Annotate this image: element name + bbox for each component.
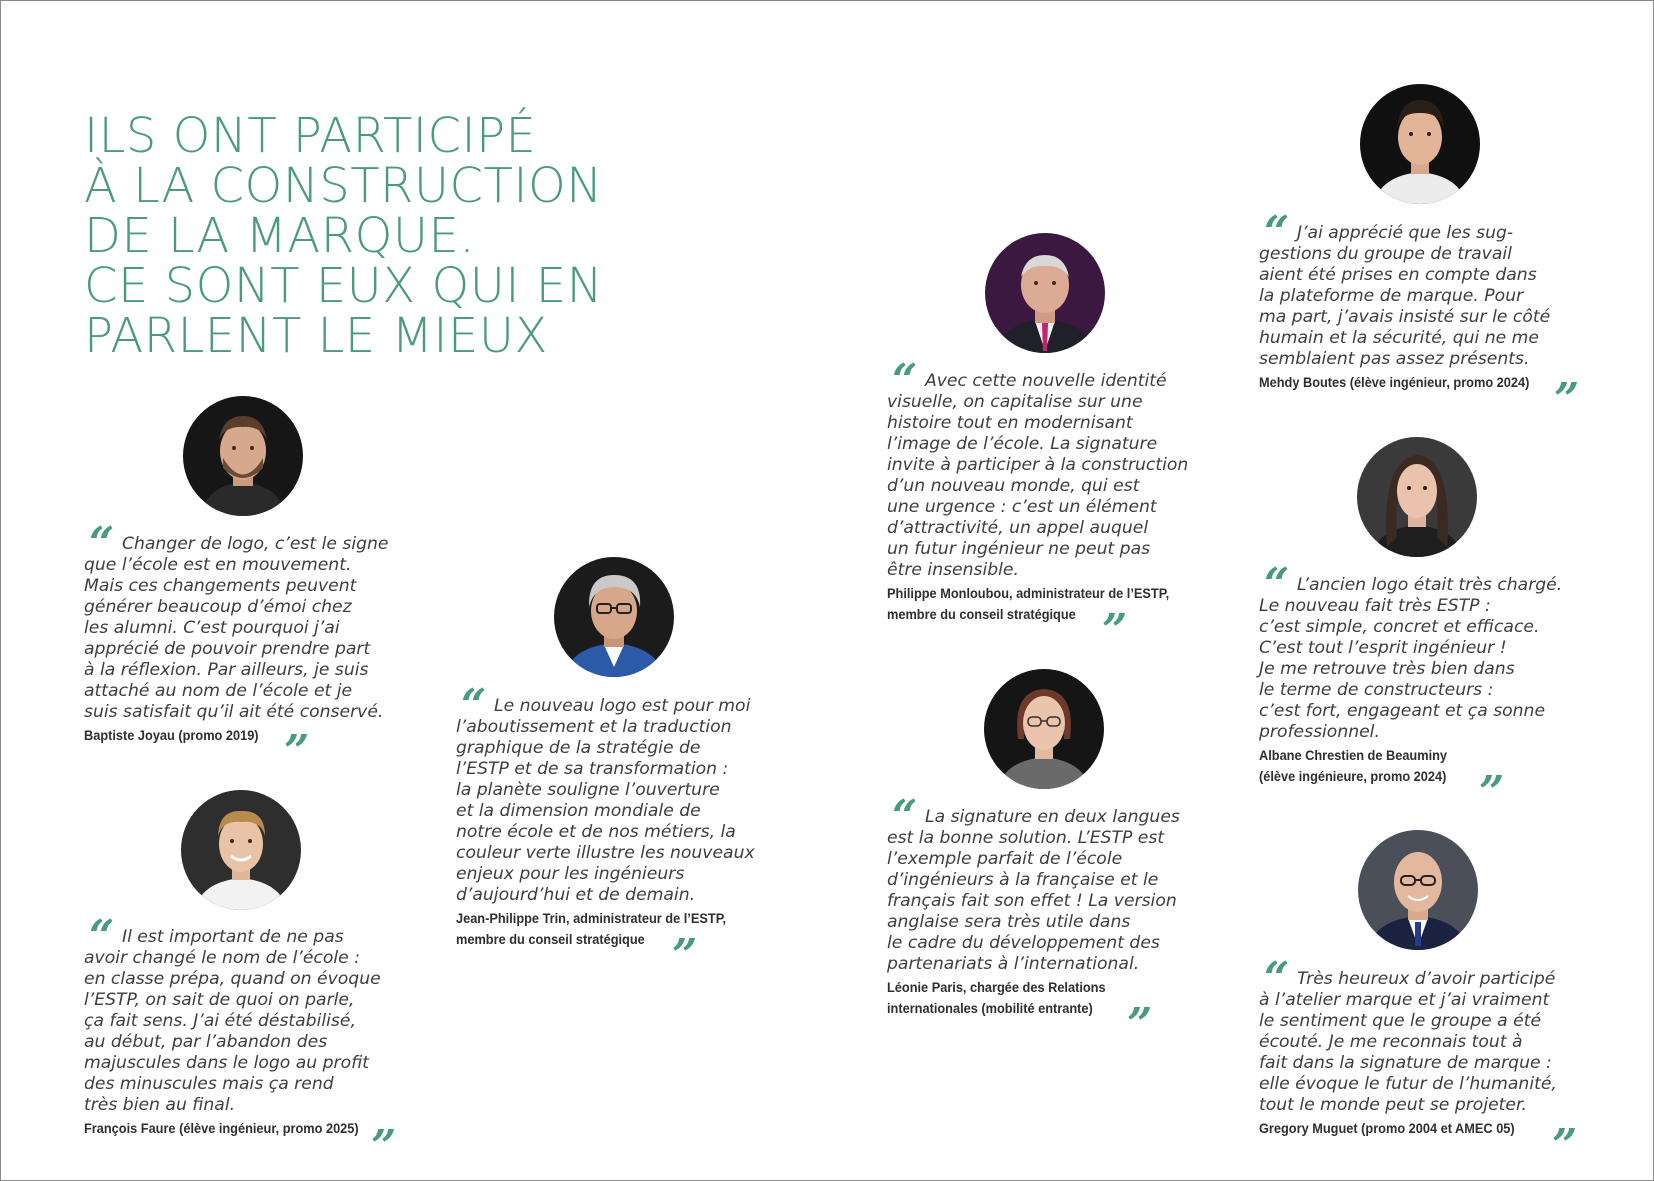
quote-line: français fait son effet ! La version	[887, 891, 1177, 911]
author-name	[1259, 746, 1565, 788]
author-name	[887, 584, 1193, 626]
quote-line: les alumni. C’est pourquoi j’ai	[84, 618, 340, 638]
quote-text	[84, 534, 414, 723]
author-line: Albane Chrestien de Beauminy	[1259, 748, 1448, 764]
quote-line: très bien au final.	[84, 1095, 236, 1115]
quote-line: visuelle, on capitalise sur une	[887, 392, 1143, 412]
testimonial-jean-philippe-trin	[456, 680, 796, 981]
author-name	[84, 1119, 381, 1140]
quote-line: une urgence : c’est un élément	[887, 497, 1157, 517]
quote-text	[887, 807, 1227, 975]
portrait-philippe-monloubou	[985, 233, 1105, 353]
quote-line: ma part, j’avais insisté sur le côté	[1259, 307, 1551, 327]
quote-line: humain et la sécurité, qui ne me	[1259, 328, 1539, 348]
quote-text	[1259, 575, 1599, 743]
author-name	[1259, 373, 1565, 394]
open-quote-icon: “	[1264, 559, 1290, 610]
quote-line: fait dans la signature de marque :	[1259, 1053, 1552, 1073]
author-line: Mehdy Boutes (élève ingénieur, promo 2024)	[1259, 375, 1530, 391]
quote-line: L’ancien logo était très chargé.	[1297, 575, 1563, 595]
author-line: François Faure (élève ingénieur, promo 2025)	[84, 1121, 359, 1137]
quote-line: générer beaucoup d’émoi chez	[84, 597, 352, 617]
author-name	[1259, 1119, 1565, 1140]
author-line: membre du conseil stratégique	[887, 607, 1076, 623]
quote-line: la plateforme de marque. Pour	[1259, 286, 1524, 306]
portrait-mehdy-boutes	[1360, 84, 1480, 204]
author-line: Léonie Paris, chargée des Relations	[887, 980, 1106, 996]
quote-line: enjeux pour les ingénieurs	[456, 864, 685, 884]
author-line: Philippe Monloubou, administrateur de l’ESTP,	[887, 586, 1170, 602]
quote-line: ça fait sens. J’ai été déstabilisé,	[84, 1011, 356, 1031]
quote-line: l’image de l’école. La signature	[887, 434, 1158, 454]
quote-line: graphique de la stratégie de	[456, 738, 701, 758]
quote-line: tout le monde peut se projeter.	[1259, 1095, 1527, 1115]
author-line: Gregory Muguet (promo 2004 et AMEC 05)	[1259, 1121, 1515, 1137]
portrait-jean-philippe-trin	[554, 557, 674, 677]
portrait-albane-chrestien-de-beauminy	[1357, 437, 1477, 557]
quote-line: attaché au nom de l’école et je	[84, 681, 353, 701]
open-quote-icon: “	[1264, 953, 1290, 1004]
title-line: À LA CONSTRUCTION	[84, 158, 603, 214]
testimonial-leonie-paris	[887, 791, 1227, 1050]
quote-line: des minuscules mais ça rend	[84, 1074, 334, 1094]
quote-line: la planète souligne l’ouverture	[456, 780, 720, 800]
quote-line: l’ESTP, on sait de quoi on parle,	[84, 990, 355, 1010]
quote-line: d’attractivité, un appel auquel	[887, 518, 1149, 538]
quote-line: C’est tout l’esprit ingénieur !	[1259, 638, 1507, 658]
title-line: DE LA MARQUE.	[84, 208, 476, 264]
portrait-leonie-paris	[984, 669, 1104, 789]
quote-line: le cadre du développement des	[887, 933, 1160, 953]
quote-line: en classe prépa, quand on évoque	[84, 969, 381, 989]
close-quote-icon: ”	[1102, 605, 1128, 656]
quote-line: à la réflexion. Par ailleurs, je suis	[84, 660, 369, 680]
quote-line: un futur ingénieur ne peut pas	[887, 539, 1151, 559]
author-line: (élève ingénieure, promo 2024)	[1259, 769, 1447, 785]
quote-line: Changer de logo, c’est le signe	[122, 534, 389, 554]
open-quote-icon: “	[89, 911, 115, 962]
close-quote-icon: ”	[371, 1121, 397, 1172]
quote-line: l’aboutissement et la traduction	[456, 717, 732, 737]
quote-line: suis satisfait qu’il ait été conservé.	[84, 702, 384, 722]
close-quote-icon: ”	[672, 930, 698, 981]
quote-line: majuscules dans le logo au profit	[84, 1053, 369, 1073]
author-line: Jean-Philippe Trin, administrateur de l’ESTP,	[456, 911, 727, 927]
quote-line: histoire tout en modernisant	[887, 413, 1133, 433]
quote-line: et la dimension mondiale de	[456, 801, 701, 821]
testimonial-francois-faure	[84, 911, 414, 1172]
title-line: CE SONT EUX QUI EN	[84, 258, 603, 314]
quote-line: partenariats à l’international.	[887, 954, 1140, 974]
quote-line: avoir changé le nom de l’école :	[84, 948, 360, 968]
quote-line: couleur verte illustre les nouveaux	[456, 843, 755, 863]
quote-line: Mais ces changements peuvent	[84, 576, 357, 596]
quote-line: l’exemple parfait de l’école	[887, 849, 1123, 869]
quote-line: Il est important de ne pas	[122, 927, 344, 947]
quote-line: semblaient pas assez présents.	[1259, 349, 1530, 369]
quote-line: c’est fort, engageant et ça sonne	[1259, 701, 1546, 721]
author-name	[84, 726, 381, 747]
close-quote-icon: ”	[1552, 1120, 1578, 1171]
author-name	[456, 909, 762, 951]
testimonial-albane-chrestien-de-beauminy	[1259, 559, 1599, 818]
open-quote-icon: “	[892, 355, 918, 406]
quote-line: à l’atelier marque et j’ai vraiment	[1259, 990, 1550, 1010]
open-quote-icon: “	[89, 518, 115, 569]
quote-line: Le nouveau fait très ESTP :	[1259, 596, 1491, 616]
title-line: PARLENT LE MIEUX	[84, 308, 548, 364]
quote-text	[1259, 223, 1599, 370]
quote-line: Le nouveau logo est pour moi	[494, 696, 751, 716]
testimonial-gregory-muguet	[1259, 953, 1599, 1171]
quote-line: aient été prises en compte dans	[1259, 265, 1537, 285]
title-line: ILS ONT PARTICIPÉ	[84, 108, 537, 164]
open-quote-icon: “	[892, 791, 918, 842]
portrait-baptiste-joyau	[183, 396, 303, 516]
quote-text	[84, 927, 414, 1116]
quote-line: apprécié de pouvoir prendre part	[84, 639, 371, 659]
close-quote-icon: ”	[1127, 999, 1153, 1050]
open-quote-icon: “	[461, 680, 487, 731]
testimonial-mehdy-boutes	[1259, 207, 1599, 425]
quote-text	[1259, 969, 1599, 1116]
quote-line: que l’école est en mouvement.	[84, 555, 352, 575]
portrait-francois-faure	[181, 790, 301, 910]
quote-line: d’un nouveau monde, qui est	[887, 476, 1140, 496]
quote-line: c’est simple, concret et efficace.	[1259, 617, 1540, 637]
close-quote-icon: ”	[1554, 374, 1580, 425]
quote-line: être insensible.	[887, 560, 1019, 580]
testimonial-philippe-monloubou	[887, 355, 1227, 656]
quote-line: Très heureux d’avoir participé	[1297, 969, 1556, 989]
quote-line: elle évoque le futur de l’humanité,	[1259, 1074, 1557, 1094]
close-quote-icon: ”	[1479, 767, 1505, 818]
quote-line: l’ESTP et de sa transformation :	[456, 759, 729, 779]
quote-line: J’ai apprécié que les sug-	[1297, 223, 1514, 243]
quote-line: Avec cette nouvelle identité	[925, 371, 1167, 391]
quote-line: notre école et de nos métiers, la	[456, 822, 736, 842]
portrait-gregory-muguet	[1358, 830, 1478, 950]
page-title	[84, 108, 603, 364]
quote-line: écouté. Je me reconnais tout à	[1259, 1032, 1523, 1052]
testimonial-baptiste-joyau	[84, 518, 414, 777]
open-quote-icon: “	[1264, 207, 1290, 258]
quote-line: La signature en deux langues	[925, 807, 1180, 827]
quote-line: est la bonne solution. L’ESTP est	[887, 828, 1165, 848]
quote-line: anglaise sera très utile dans	[887, 912, 1131, 932]
author-line: membre du conseil stratégique	[456, 932, 645, 948]
author-line: internationales (mobilité entrante)	[887, 1001, 1093, 1017]
close-quote-icon: ”	[284, 726, 310, 777]
author-line: Baptiste Joyau (promo 2019)	[84, 728, 259, 744]
quote-text	[887, 371, 1227, 581]
quote-line: professionnel.	[1259, 722, 1380, 742]
quote-text	[456, 696, 796, 906]
quote-line: Je me retrouve très bien dans	[1259, 659, 1515, 679]
quote-line: gestions du groupe de travail	[1259, 244, 1512, 264]
quote-line: le sentiment que le groupe a été	[1259, 1011, 1542, 1031]
quote-line: d’aujourd’hui et de demain.	[456, 885, 696, 905]
quote-line: invite à participer à la construction	[887, 455, 1189, 475]
quote-line: d’ingénieurs à la française et le	[887, 870, 1159, 890]
quote-line: au début, par l’abandon des	[84, 1032, 328, 1052]
quote-line: le terme de constructeurs :	[1259, 680, 1494, 700]
